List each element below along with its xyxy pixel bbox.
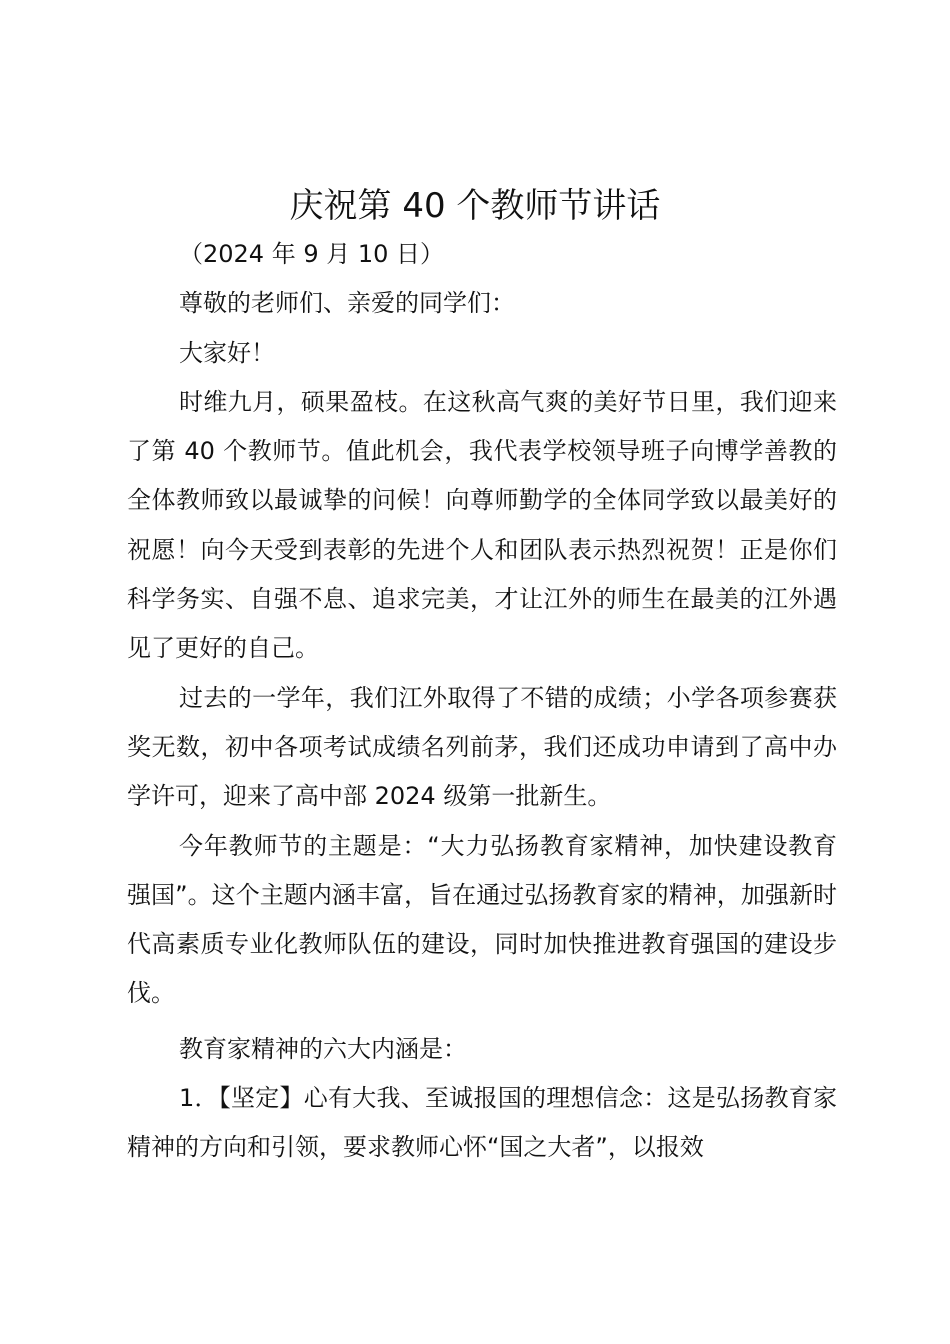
paragraph-item-1: 1．【坚定】心有大我、至诚报国的理想信念：这是弘扬教育家精神的方向和引领，要求教师心怀“国之大者”，以报效 <box>127 1084 837 1162</box>
greeting: 大家好！ <box>179 338 275 367</box>
paragraph-achievements: 过去的一学年，我们江外取得了不错的成绩；小学各项参赛获奖无数，初中各项考试成绩名列前茅，我们还成功申请到了高中办学许可，迎来了高中部 2024 级第一批新生。 <box>127 683 837 811</box>
paragraph-six-connotations: 教育家精神的六大内涵是： <box>179 1034 467 1063</box>
paragraph-opening: 时维九月，硕果盈枝。在这秋高气爽的美好节日里，我们迎来了第 40 个教师节。值此机会，我代表学校领导班子向博学善教的全体教师致以最诚挚的问候！向尊师勤学的全体同学致以最美好的祝愿！向今天受到表彰的先进个人和团队表示热烈祝贺！正是你们科学务实、自强不息、追求完美，才让江外的师生在最美的江外遇见了更好的自己。 <box>127 387 837 663</box>
paragraph-theme: 今年教师节的主题是：“大力弘扬教育家精神，加快建设教育强国”。这个主题内涵丰富，旨在通过弘扬教育家的精神，加强新时代高素质专业化教师队伍的建设，同时加快推进教育强国的建设步伐。 <box>127 831 837 1008</box>
speech-body <box>127 230 837 1173</box>
speech-title: 庆祝第 40 个教师节讲话 <box>289 186 661 226</box>
speech-date: （2024 年 9 月 10 日） <box>179 240 445 268</box>
salutation: 尊敬的老师们、亲爱的同学们： <box>179 289 515 318</box>
